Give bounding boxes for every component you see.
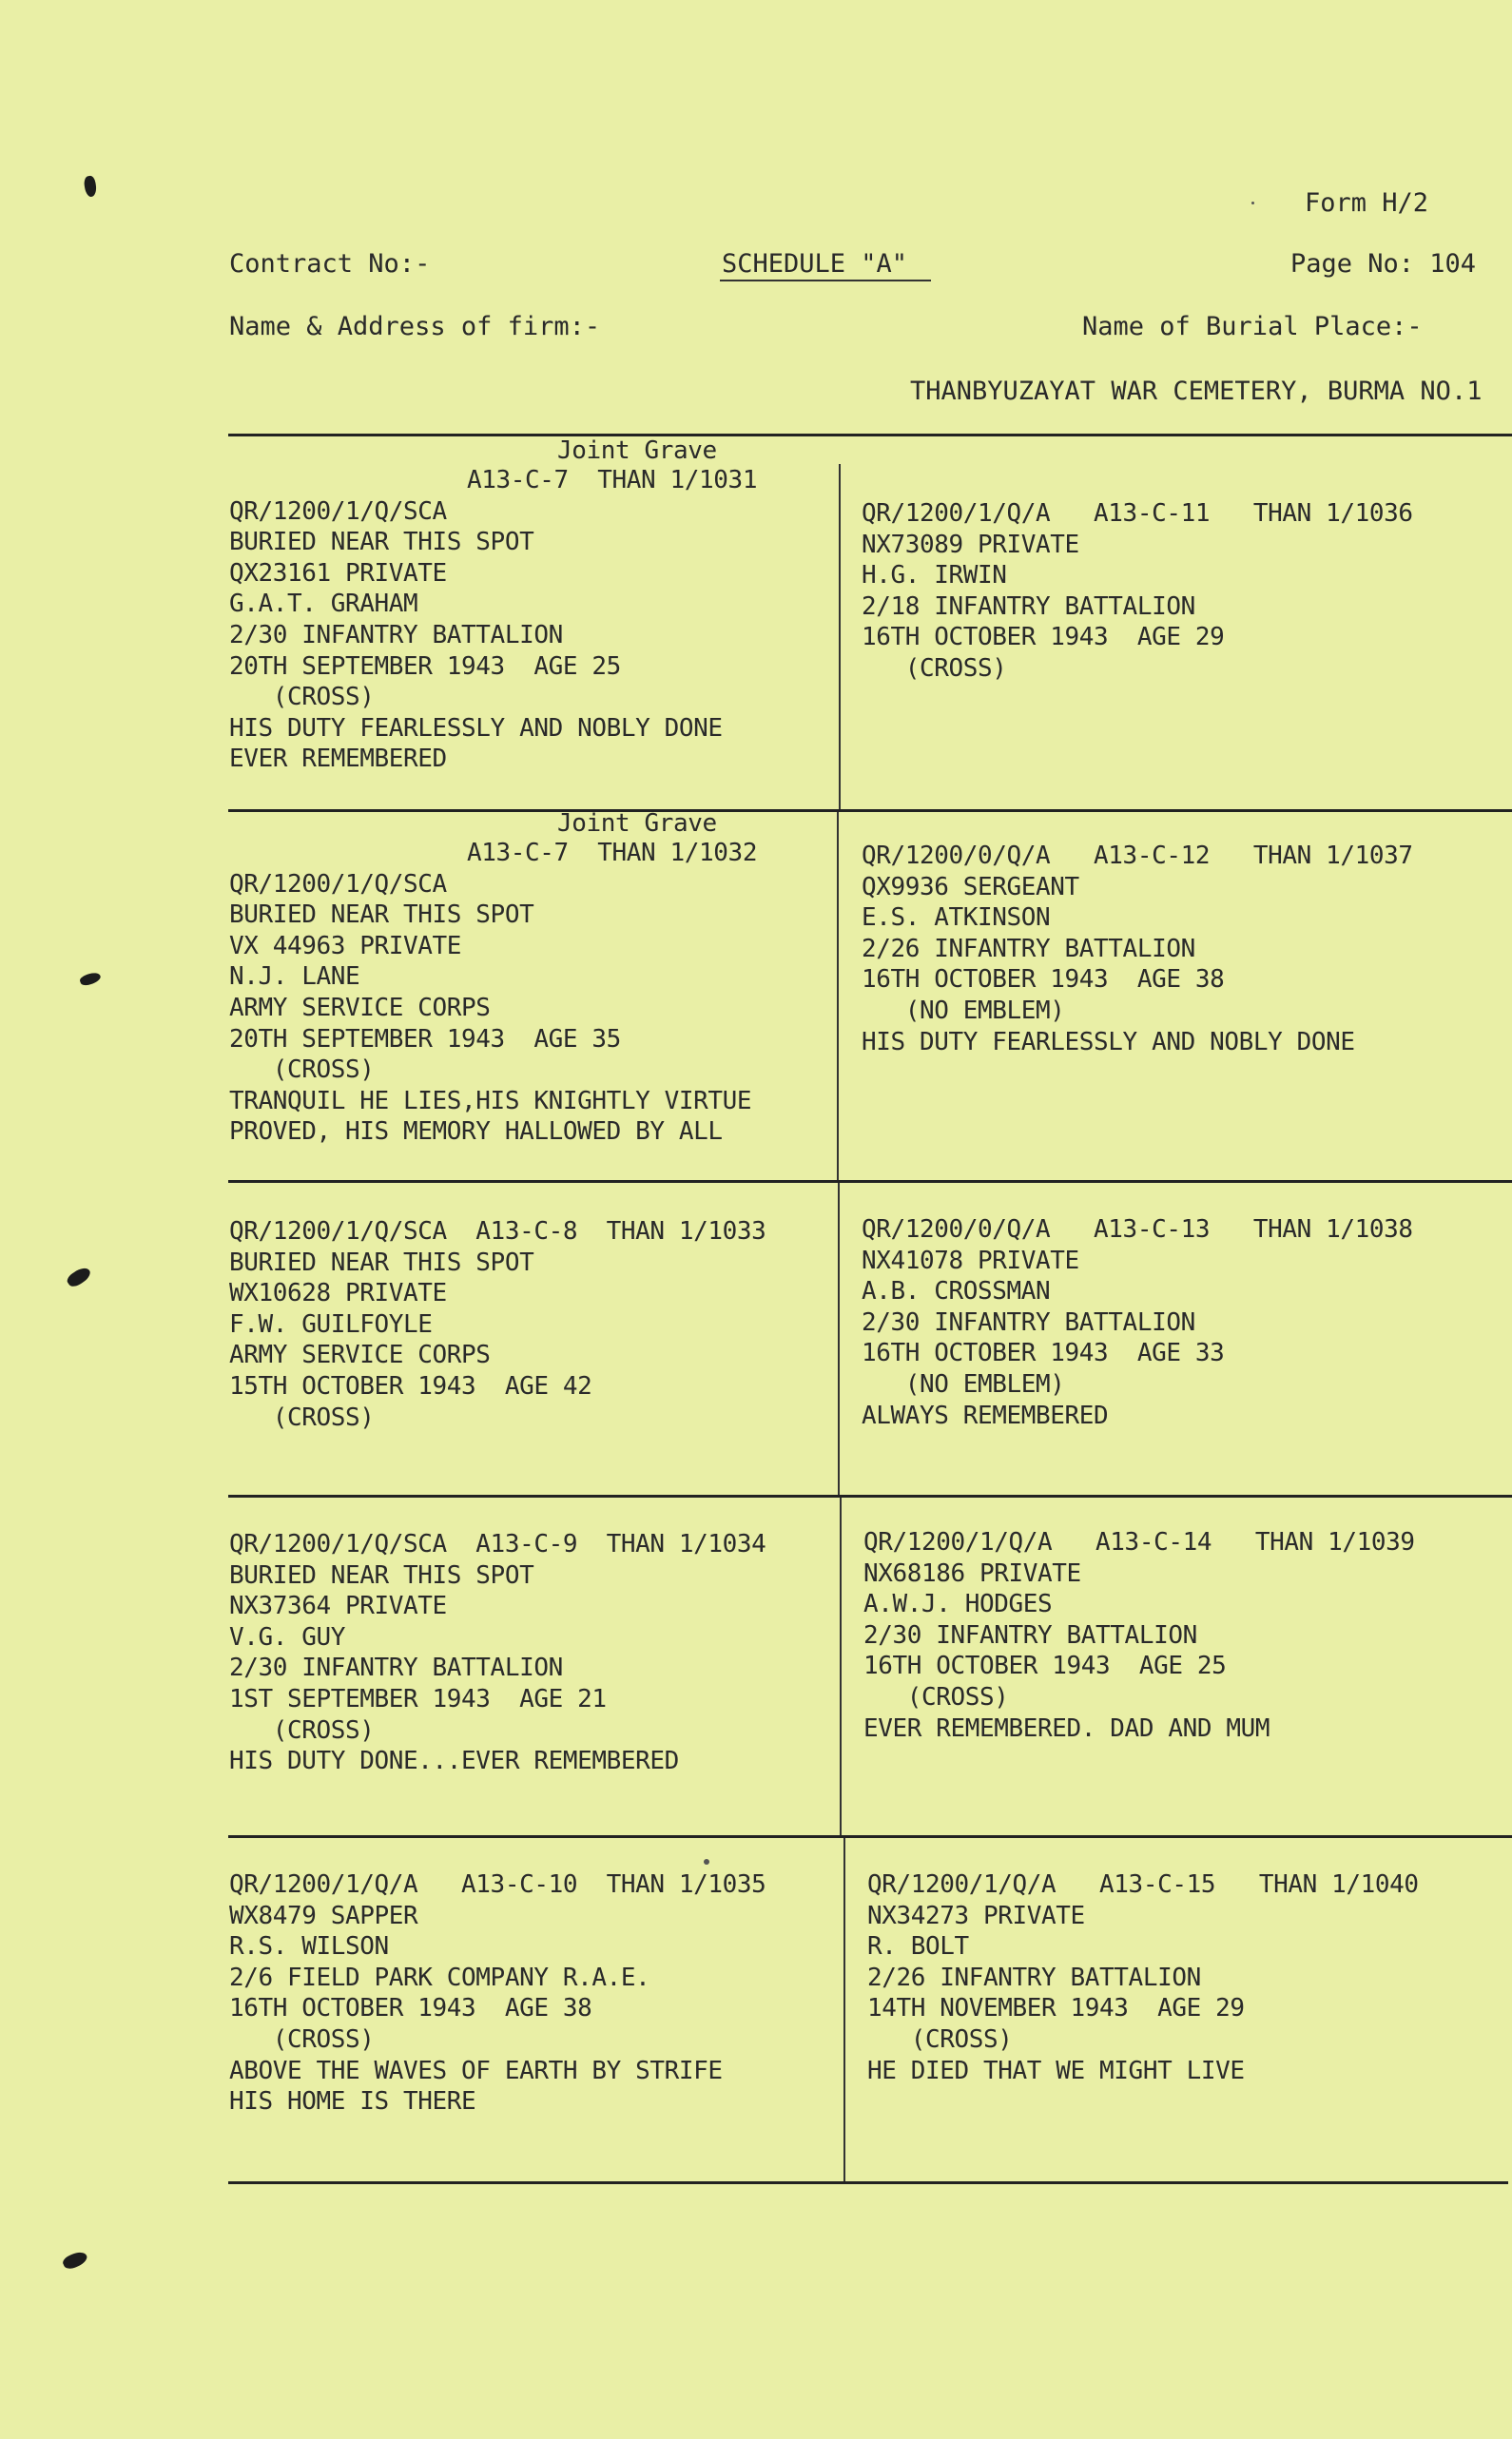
entry-line: 14TH NOVEMBER 1943 AGE 29 [867, 1994, 1245, 2023]
column-divider [839, 464, 841, 809]
entry-line: HIS DUTY DONE...EVER REMEMBERED [229, 1747, 679, 1776]
grave-entry [867, 1869, 1419, 2086]
entry-line: QR/1200/1/Q/A A13-C-15 THAN 1/1040 [867, 1870, 1419, 1899]
burial-place: THANBYUZAYAT WAR CEMETERY, BURMA NO.1 [910, 377, 1483, 406]
grave-entry [862, 498, 1413, 685]
entry-line: 2/26 INFANTRY BATTALION [862, 934, 1195, 963]
entry-line: QR/1200/1/Q/SCA [229, 869, 447, 899]
entry-line: BURIED NEAR THIS SPOT [229, 528, 534, 557]
rule-bottom [228, 2181, 1508, 2184]
entry-line: ARMY SERVICE CORPS [229, 1341, 491, 1370]
entry-line: QR/1200/1/Q/SCA A13-C-9 THAN 1/1034 [229, 1530, 766, 1558]
entry-line: QR/1200/1/Q/A A13-C-11 THAN 1/1036 [862, 499, 1413, 528]
punch-mark [79, 971, 102, 988]
grave-entry [229, 810, 757, 1148]
grave-entry [862, 1214, 1413, 1431]
rule-row-4 [228, 1835, 1512, 1838]
entry-line: 16TH OCTOBER 1943 AGE 25 [863, 1652, 1227, 1681]
entry-line: PROVED, HIS MEMORY HALLOWED BY ALL [229, 1117, 723, 1147]
schedule-underline [720, 280, 931, 281]
entry-line: HIS DUTY FEARLESSLY AND NOBLY DONE [229, 713, 723, 743]
entry-line: ALWAYS REMEMBERED [862, 1401, 1109, 1430]
punch-mark [83, 175, 98, 198]
entry-line: NX37364 PRIVATE [229, 1592, 447, 1621]
entry-line: 16TH OCTOBER 1943 AGE 38 [862, 965, 1225, 995]
entry-line: 2/18 INFANTRY BATTALION [862, 591, 1195, 621]
entry-line: A.B. CROSSMAN [862, 1277, 1051, 1307]
entry-line: BURIED NEAR THIS SPOT [229, 900, 534, 930]
entry-line: (CROSS) [229, 683, 375, 712]
column-divider [840, 1498, 842, 1835]
entry-line: ABOVE THE WAVES OF EARTH BY STRIFE [229, 2056, 723, 2085]
entry-heading: Joint Grave [557, 809, 717, 838]
entry-line: (NO EMBLEM) [862, 1369, 1065, 1399]
entry-line: NX68186 PRIVATE [863, 1558, 1081, 1588]
grave-entry [862, 841, 1413, 1057]
entry-line: V.G. GUY [229, 1622, 346, 1652]
entry-line: QX9936 SERGEANT [862, 872, 1079, 901]
entry-line: TRANQUIL HE LIES,HIS KNIGHTLY VIRTUE [229, 1086, 752, 1115]
entry-line: NX34273 PRIVATE [867, 1901, 1085, 1930]
schedule-title: SCHEDULE "A" [722, 249, 908, 279]
entry-line: NX73089 PRIVATE [862, 530, 1079, 559]
grave-entry [863, 1527, 1415, 1744]
entry-line: 16TH OCTOBER 1943 AGE 33 [862, 1339, 1225, 1368]
entry-reference: A13-C-7 THAN 1/1031 [467, 466, 758, 494]
entry-line: (CROSS) [862, 653, 1007, 683]
entry-line: NX41078 PRIVATE [862, 1246, 1079, 1275]
entry-line: QR/1200/0/Q/A A13-C-12 THAN 1/1037 [862, 842, 1413, 870]
grave-entry [229, 1216, 766, 1433]
entry-line: 2/30 INFANTRY BATTALION [229, 1654, 563, 1683]
entry-line: 20TH SEPTEMBER 1943 AGE 25 [229, 651, 621, 681]
column-divider [843, 1838, 845, 2181]
entry-line: (CROSS) [229, 1055, 375, 1085]
entry-line: 15TH OCTOBER 1943 AGE 42 [229, 1371, 592, 1401]
punch-mark [65, 1265, 92, 1289]
entry-line: QR/1200/1/Q/SCA A13-C-8 THAN 1/1033 [229, 1217, 766, 1246]
entry-line: R.S. WILSON [229, 1932, 389, 1962]
entry-line: 2/6 FIELD PARK COMPANY R.A.E. [229, 1963, 650, 1992]
entry-line: (NO EMBLEM) [862, 996, 1065, 1025]
firm-label: Name & Address of firm:- [229, 312, 601, 341]
entry-line: G.A.T. GRAHAM [229, 590, 418, 619]
entry-line: QR/1200/1/Q/SCA [229, 496, 447, 526]
entry-line: E.S. ATKINSON [862, 903, 1051, 933]
entry-line: 20TH SEPTEMBER 1943 AGE 35 [229, 1024, 621, 1054]
entry-line: A.W.J. HODGES [863, 1590, 1053, 1619]
speck [1251, 202, 1254, 204]
entry-reference: A13-C-7 THAN 1/1032 [467, 839, 758, 867]
contract-label: Contract No:- [229, 249, 431, 279]
entry-line: 2/30 INFANTRY BATTALION [863, 1620, 1197, 1650]
entry-line: F.W. GUILFOYLE [229, 1309, 433, 1339]
entry-line: 2/30 INFANTRY BATTALION [229, 620, 563, 649]
entry-line: ARMY SERVICE CORPS [229, 993, 491, 1022]
entry-line: HE DIED THAT WE MIGHT LIVE [867, 2056, 1245, 2085]
rule-row-2 [228, 1180, 1512, 1183]
entry-line: 1ST SEPTEMBER 1943 AGE 21 [229, 1684, 607, 1713]
entry-line: 16TH OCTOBER 1943 AGE 29 [862, 623, 1225, 652]
entry-line: EVER REMEMBERED [229, 745, 447, 774]
punch-mark [61, 2249, 88, 2272]
page-number: Page No: 104 [1290, 249, 1477, 279]
entry-line: WX10628 PRIVATE [229, 1279, 447, 1308]
entry-line: 16TH OCTOBER 1943 AGE 38 [229, 1994, 592, 2023]
entry-line: (CROSS) [229, 2024, 375, 2054]
entry-heading: Joint Grave [557, 436, 717, 465]
entry-line: (CROSS) [863, 1682, 1009, 1712]
column-divider [837, 812, 839, 1180]
entry-line: EVER REMEMBERED. DAD AND MUM [863, 1713, 1270, 1743]
entry-line: (CROSS) [867, 2024, 1013, 2054]
entry-line: N.J. LANE [229, 962, 360, 992]
column-divider [838, 1183, 840, 1495]
entry-line: (CROSS) [229, 1715, 375, 1745]
entry-line: 2/26 INFANTRY BATTALION [867, 1963, 1201, 1992]
grave-entry [229, 1869, 766, 2118]
grave-entry [229, 437, 757, 775]
entry-line: QR/1200/1/Q/A A13-C-10 THAN 1/1035 [229, 1870, 766, 1899]
entry-line: BURIED NEAR THIS SPOT [229, 1248, 534, 1277]
entry-line: BURIED NEAR THIS SPOT [229, 1560, 534, 1590]
rule-row-3 [228, 1495, 1512, 1498]
entry-line: 2/30 INFANTRY BATTALION [862, 1307, 1195, 1337]
form-number: Form H/2 [1305, 188, 1429, 218]
entry-line: VX 44963 PRIVATE [229, 931, 462, 960]
entry-line: R. BOLT [867, 1932, 969, 1962]
entry-line: WX8479 SAPPER [229, 1901, 418, 1930]
entry-line: QX23161 PRIVATE [229, 558, 447, 588]
entry-line: HIS DUTY FEARLESSLY AND NOBLY DONE [862, 1027, 1355, 1056]
rule-top [228, 434, 1512, 436]
grave-entry [229, 1529, 766, 1777]
entry-line: QR/1200/1/Q/A A13-C-14 THAN 1/1039 [863, 1528, 1415, 1557]
speck [704, 1859, 709, 1865]
entry-line: (CROSS) [229, 1403, 375, 1432]
entry-line: QR/1200/0/Q/A A13-C-13 THAN 1/1038 [862, 1215, 1413, 1244]
entry-line: HIS HOME IS THERE [229, 2087, 476, 2117]
burial-place-label: Name of Burial Place:- [1082, 312, 1423, 341]
entry-line: H.G. IRWIN [862, 561, 1007, 590]
